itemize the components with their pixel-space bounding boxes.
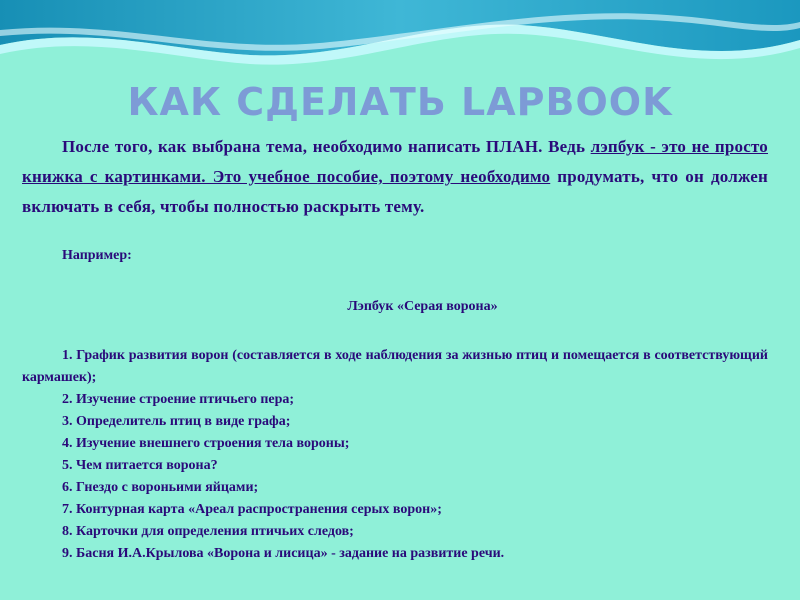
plan-item: 4. Изучение внешнего строения тела вороны; <box>62 436 350 451</box>
intro-text-part3: продумать, что он должен включать в себя, чтобы полностью раскрыть тему. <box>22 167 768 216</box>
plan-item: 7. Контурная карта «Ареал распространения серых ворон»; <box>62 502 442 517</box>
slide-content <box>22 132 768 565</box>
lapbook-title: Лэпбук «Серая ворона» <box>347 299 498 314</box>
plan-item: 3. Определитель птиц в виде графа; <box>62 414 291 429</box>
intro-text-underlined: лэпбук - это не просто книжка с картинками. Это учебное пособие, поэтому необходимо <box>22 137 768 186</box>
plan-item: 8. Карточки для определения птичьих следов; <box>62 524 354 539</box>
plan-item: 2. Изучение строение птичьего пера; <box>62 392 295 407</box>
intro-text-part1: После того, как выбрана тема, необходимо написать ПЛАН. Ведь <box>62 137 591 156</box>
intro-paragraph <box>22 132 768 222</box>
slide-title: КАК СДЕЛАТЬ LAPBOOK <box>127 80 673 124</box>
plan-list <box>22 345 768 565</box>
plan-item: 1. График развития ворон (составляется в ходе наблюдения за жизнью птиц и помещается в соответствующий кармашек); <box>22 348 768 385</box>
plan-item: 9. Басня И.А.Крылова «Ворона и лисица» - задание на развитие речи. <box>62 546 505 561</box>
plan-item: 6. Гнездо с вороньими яйцами; <box>62 480 259 495</box>
example-label: Например: <box>62 248 132 263</box>
plan-item: 5. Чем питается ворона? <box>62 458 218 473</box>
